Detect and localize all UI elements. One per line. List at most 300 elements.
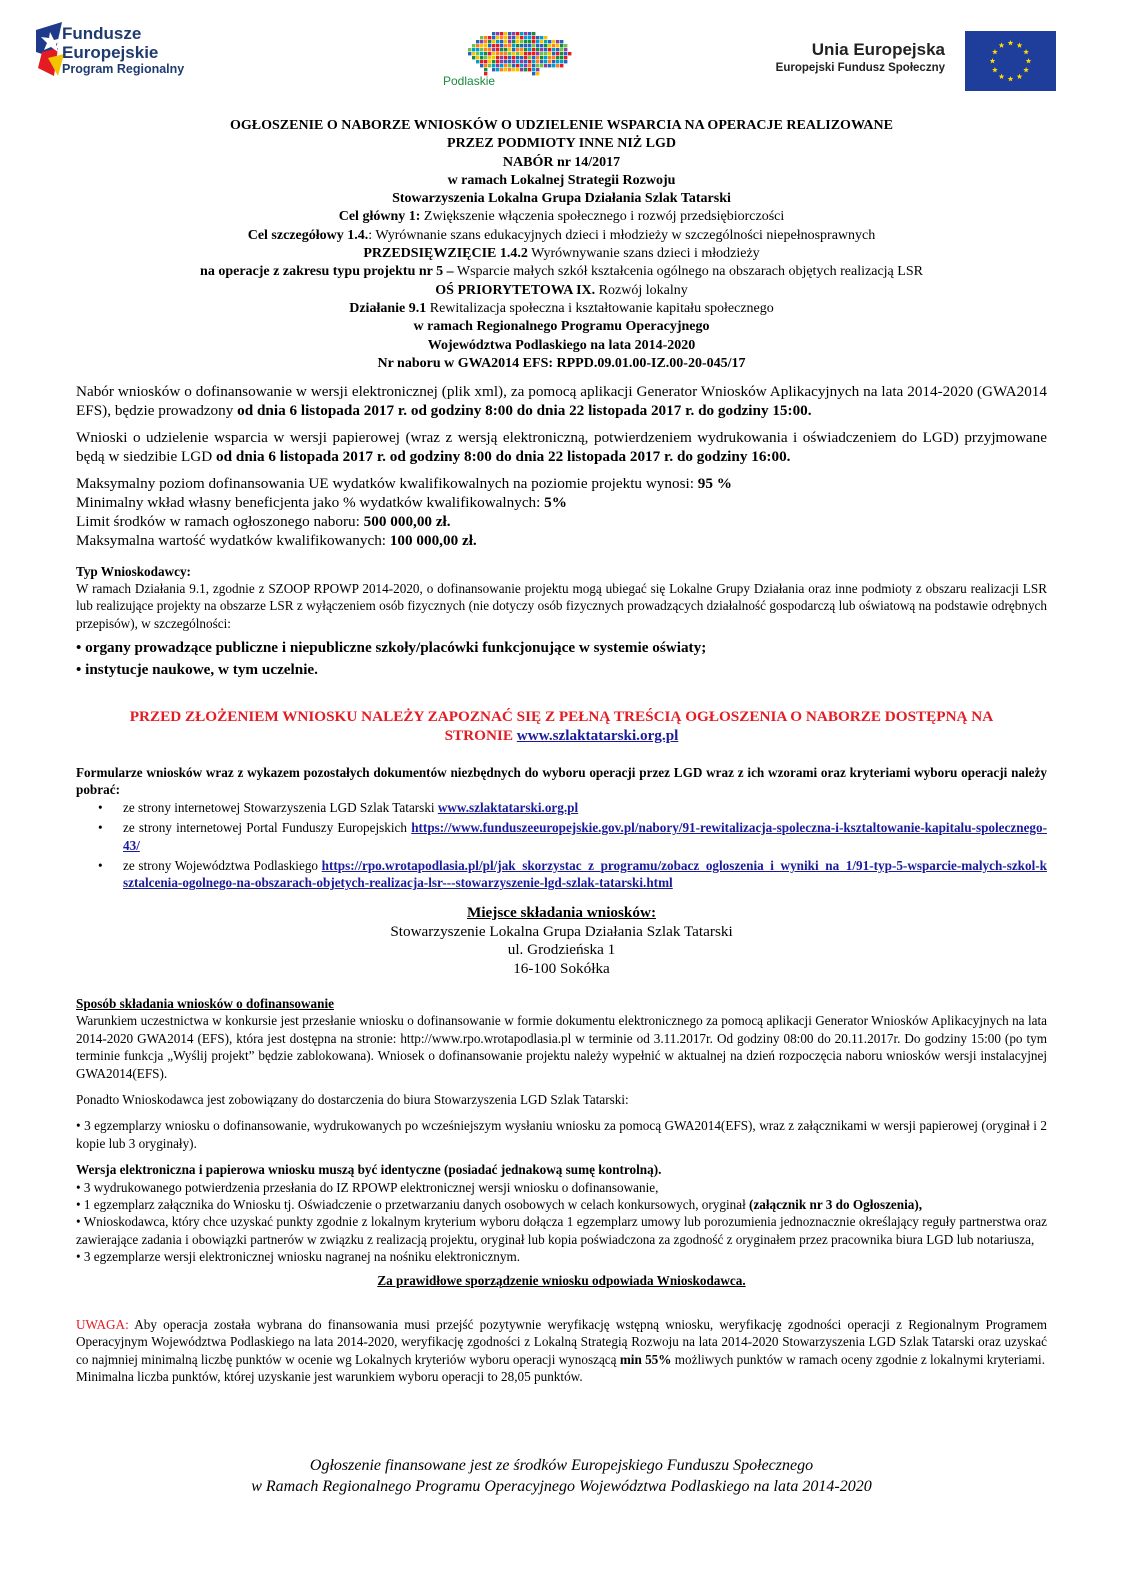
mosaic-tile: [560, 44, 563, 47]
mosaic-tile: [532, 40, 535, 43]
mosaic-tile: [564, 48, 567, 51]
mosaic-tile: [568, 52, 571, 55]
mosaic-tile: [488, 64, 491, 67]
mosaic-tile: [468, 48, 471, 51]
mosaic-tile: [524, 44, 527, 47]
mosaic-tile: [500, 36, 503, 39]
mosaic-tile: [532, 48, 535, 51]
mosaic-tile: [552, 44, 555, 47]
cel-szczegolowy-label: Cel szczegółowy 1.4.: [247, 227, 369, 243]
mosaic-tile: [560, 60, 563, 63]
mosaic-tile: [504, 44, 507, 47]
mosaic-tile: [536, 40, 539, 43]
mosaic-tile: [556, 48, 559, 51]
mosaic-tile: [472, 44, 475, 47]
mosaic-tile: [528, 68, 531, 71]
mosaic-tile: [472, 52, 475, 55]
mosaic-tile: [536, 72, 539, 75]
mosaic-tile: [528, 32, 531, 35]
mosaic-tile: [500, 60, 503, 63]
mosaic-tile: [524, 32, 527, 35]
mosaic-tile: [508, 60, 511, 63]
mosaic-tile: [528, 60, 531, 63]
bullet-icon: •: [98, 820, 103, 836]
nabor-paper-text: Wnioski o udzielenie wsparcia w wersji papierowej (wraz z wersją elektroniczną, potwierdzeniem wydrukowania i oświadczeniem do LGD) przyjmowane będą w siedzibie LGD: [76, 429, 1047, 465]
title-line: NABÓR nr 14/2017: [502, 154, 621, 170]
typ-wnioskodawcy-heading: Typ Wnioskodawcy:: [76, 564, 191, 579]
cel-szczegolowy: [60, 227, 1063, 245]
mosaic-tile: [552, 40, 555, 43]
mosaic-tile: [484, 44, 487, 47]
mosaic-tile: [524, 48, 527, 51]
mosaic-tile: [476, 52, 479, 55]
mosaic-tile: [492, 36, 495, 39]
uwaga-last: Minimalna liczba punktów, której uzyskanie jest warunkiem wyboru operacji to 28,05 punktów.: [76, 1369, 583, 1385]
limit-label: Maksymalna wartość wydatków kwalifikowanych:: [76, 532, 390, 549]
formularze-section: [76, 764, 1047, 892]
mosaic-tile: [480, 36, 483, 39]
cel-glowny: [60, 208, 1063, 226]
title-line: PRZEZ PODMIOTY INNE NIŻ LGD: [447, 136, 676, 152]
warning-banner: [76, 708, 1047, 745]
mosaic-tile: [512, 36, 515, 39]
footer-line: Ogłoszenie finansowane jest ze środków Europejskiego Funduszu Społecznego: [309, 1457, 814, 1474]
mosaic-tile: [544, 36, 547, 39]
mosaic-tile: [548, 56, 551, 59]
mosaic-tile: [500, 68, 503, 71]
mosaic-tile: [532, 32, 535, 35]
nabor-electronic-dates: od dnia 6 listopada 2017 r. od godziny 8:00 do dnia 22 listopada 2017 r. do godziny 15:00.: [237, 402, 812, 419]
mosaic-tile: [540, 56, 543, 59]
mosaic-tile: [552, 56, 555, 59]
mosaic-tile: [520, 40, 523, 43]
list-item: [76, 799, 1047, 816]
mosaic-tile: [548, 64, 551, 67]
mosaic-tile: [512, 32, 515, 35]
mosaic-tile: [536, 56, 539, 59]
mosaic-tile: [512, 56, 515, 59]
mosaic-tile: [564, 60, 567, 63]
mosaic-tile: [532, 60, 535, 63]
mosaic-tile: [480, 56, 483, 59]
mosaic-tile: [556, 52, 559, 55]
mosaic-tile: [524, 68, 527, 71]
miejsce-heading: Miejsce składania wniosków:: [466, 904, 656, 921]
cel-szczegolowy-text: : Wyrównanie szans edukacyjnych dzieci i młodzieży w szczególności niepełnosprawnych: [368, 227, 876, 243]
mosaic-tile: [480, 60, 483, 63]
mosaic-tile: [528, 56, 531, 59]
mosaic-tile: [488, 40, 491, 43]
mosaic-tile: [480, 44, 483, 47]
warning-line1: PRZED ZŁOŻENIEM WNIOSKU NALEŻY ZAPOZNAĆ SIĘ Z PEŁNĄ TREŚCIĄ OGŁOSZENIA O NABORZE DOSTĘPNĄ NA: [129, 708, 994, 725]
sposob-section: [76, 995, 1047, 1289]
logo-bar: [0, 14, 1123, 94]
mosaic-tile: [476, 40, 479, 43]
mosaic-tile: [476, 48, 479, 51]
warning-line2: [76, 727, 1047, 746]
mosaic-tile: [504, 40, 507, 43]
wrotapodlasia-link[interactable]: https://rpo.wrotapodlasia.pl/pl/jak_skorzystac_z_programu/zobacz_ogloszenia_i_wyniki_na_1/91-typ-5-wsparcie-malych-szkol-ksztalcenia-ogolnego-na-obszarach-objetych-realizacja-lsr---stowarzyszenie-lgd-szlak-tatarski.html: [123, 858, 1047, 891]
fe-line2: Europejskie: [62, 43, 159, 62]
mosaic-tile: [540, 48, 543, 51]
mosaic-tile: [556, 60, 559, 63]
mosaic-tile: [516, 68, 519, 71]
mosaic-tile: [488, 52, 491, 55]
typ-wnioskodawcy-section: [76, 563, 1047, 681]
mosaic-tile: [504, 56, 507, 59]
mosaic-tile: [536, 64, 539, 67]
mosaic-tile: [548, 44, 551, 47]
mosaic-tile: [512, 44, 515, 47]
mosaic-tile: [512, 52, 515, 55]
mosaic-tile: [484, 60, 487, 63]
ue-line1: Unia Europejska: [811, 40, 945, 59]
mosaic-tile: [496, 64, 499, 67]
mosaic-tile: [548, 60, 551, 63]
mosaic-tile: [528, 44, 531, 47]
sposob-paragraph: • 3 egzemplarzy wniosku o dofinansowanie, wydrukowanych po wcześniejszym wysłaniu wniosku za pomocą GWA2014(EFS), wraz z załącznikami w wersji papierowej (oryginał i 2 kopie lub 3 oryginały).: [76, 1118, 1047, 1151]
mosaic-tile: [556, 56, 559, 59]
mosaic-tile: [500, 32, 503, 35]
mosaic-tile: [528, 52, 531, 55]
uwaga-text: możliwych punktów w ramach oceny zgodnie z lokalnymi kryteriami.: [671, 1351, 1046, 1367]
typ-bullet: • organy prowadzące publiczne i niepubliczne szkoły/placówki funkcjonujące w systemie oświaty;: [76, 639, 707, 657]
list-item-text: ze strony Województwa Podlaskiego: [123, 858, 322, 874]
przedsiewziecie: [60, 245, 1063, 263]
mosaic-tile: [508, 52, 511, 55]
mosaic-tile: [536, 52, 539, 55]
nr-naboru: Nr naboru w GWA2014 EFS: RPPD.09.01.00-IZ.00-20-045/17: [377, 355, 746, 371]
mosaic-tile: [520, 36, 523, 39]
mosaic-tile: [524, 60, 527, 63]
mosaic-tile: [492, 68, 495, 71]
mosaic-tile: [500, 44, 503, 47]
mosaic-tile: [508, 40, 511, 43]
mosaic-tile: [520, 68, 523, 71]
list-item: [76, 857, 1047, 892]
uwaga-text: Aby operacja została wybrana do finansowania musi przejść pozytywnie weryfikację wstępną wniosku, weryfikację zgodności operacji z Regionalnym Programem Operacyjnym Województwa Podlaskiego na lata 2014-2020, weryfikację zgodności z Lokalną Strategią Rozwoju na lata 2014-2020 Stowarzyszenia LGD Szlak Tatarski oraz uzyskać co najmniej minimalną liczbę punktów w ocenie wg Lokalnych kryteriów wyboru operacji wynoszącą: [76, 1317, 1047, 1367]
mosaic-tile: [540, 52, 543, 55]
mosaic-tile: [492, 64, 495, 67]
sposob-item: [76, 1196, 1047, 1213]
uwaga-paragraph: [76, 1316, 1047, 1368]
mosaic-tile: [496, 40, 499, 43]
limit-value: 5%: [544, 494, 567, 511]
mosaic-tile: [544, 52, 547, 55]
mosaic-tile: [536, 48, 539, 51]
mosaic-tile: [524, 36, 527, 39]
dzialanie: [60, 300, 1063, 318]
mosaic-tile: [508, 68, 511, 71]
przedsiewziecie-text: Wyrównywanie szans dzieci i młodzieży: [527, 246, 760, 262]
mosaic-tile: [484, 64, 487, 67]
fe-line3: Program Regionalny: [62, 62, 185, 76]
mosaic-tile: [540, 60, 543, 63]
mosaic-tile: [544, 40, 547, 43]
limit-row: [76, 512, 1047, 531]
mosaic-tile: [480, 64, 483, 67]
mosaic-tile: [520, 56, 523, 59]
nabor-paper-paragraph: [76, 428, 1047, 466]
title-line: w ramach Regionalnego Programu Operacyjnego: [413, 319, 710, 335]
mosaic-tile: [540, 44, 543, 47]
mosaic-tile: [548, 48, 551, 51]
mosaic-tile: [564, 44, 567, 47]
mosaic-tile: [504, 64, 507, 67]
mosaic-tile: [512, 64, 515, 67]
mosaic-tile: [496, 48, 499, 51]
title-line: Stowarzyszenia Lokalna Grupa Działania Szlak Tatarski: [392, 191, 731, 207]
mosaic-tile: [500, 52, 503, 55]
mosaic-tile: [492, 40, 495, 43]
mosaic-tile: [512, 68, 515, 71]
mosaic-tile: [540, 40, 543, 43]
mosaic-tile: [496, 52, 499, 55]
mosaic-tile: [508, 32, 511, 35]
mosaic-tile: [472, 56, 475, 59]
limits-block: [76, 474, 1047, 550]
mosaic-tile: [508, 44, 511, 47]
os-priorytetowa-label: OŚ PRIORYTETOWA IX.: [435, 282, 596, 298]
mosaic-tile: [504, 32, 507, 35]
podlaskie-label: Podlaskie: [443, 74, 496, 88]
os-priorytetowa-text: Rozwój lokalny: [595, 282, 688, 298]
mosaic-tile: [484, 68, 487, 71]
cel-glowny-label: Cel główny 1:: [338, 209, 421, 225]
mosaic-tile: [532, 44, 535, 47]
mosaic-tile: [484, 36, 487, 39]
nabor-electronic-paragraph: [76, 382, 1047, 420]
mosaic-tile: [492, 44, 495, 47]
sposob-note: Za prawidłowe sporządzenie wniosku odpowiada Wnioskodawca.: [377, 1272, 746, 1288]
mosaic-tile: [476, 44, 479, 47]
mosaic-tile: [492, 32, 495, 35]
uwaga-label: UWAGA:: [76, 1317, 129, 1332]
mosaic-tile: [520, 32, 523, 35]
mosaic-tile: [540, 64, 543, 67]
miejsce-section: [76, 904, 1047, 978]
mosaic-tile: [520, 48, 523, 51]
mosaic-tile: [492, 60, 495, 63]
footer: [60, 1455, 1063, 1497]
fe-line1: Fundusze: [62, 24, 142, 43]
limit-label: Minimalny wkład własny beneficjenta jako % wydatków kwalifikowalnych:: [76, 494, 545, 511]
unia-europejska-text: [750, 40, 945, 76]
mosaic-tile: [492, 56, 495, 59]
mosaic-tile: [544, 60, 547, 63]
mosaic-tile: [552, 52, 555, 55]
funduszeeuropejskie-link[interactable]: https://www.funduszeeuropejskie.gov.pl/nabory/91-rewitalizacja-spoleczna-i-ksztaltowanie-kapitalu-spolecznego-43/: [123, 820, 1047, 853]
os-priorytetowa: [60, 282, 1063, 300]
mosaic-tile: [524, 56, 527, 59]
mosaic-tile: [516, 32, 519, 35]
mosaic-tile: [508, 36, 511, 39]
mosaic-tile: [508, 48, 511, 51]
mosaic-tile: [516, 60, 519, 63]
mosaic-tile: [560, 52, 563, 55]
sposob-item: • 3 wydrukowanego potwierdzenia przesłania do IZ RPOWP elektronicznej wersji wniosku o dofinansowanie,: [76, 1179, 659, 1195]
mosaic-tile: [488, 48, 491, 51]
eu-flag-icon: [965, 31, 1056, 91]
miejsce-line: 16-100 Sokółka: [513, 959, 610, 977]
typ-wnioskodawcy-text: W ramach Działania 9.1, zgodnie z SZOOP RPOWP 2014-2020, o dofinansowanie projektu mogą ubiegać się Lokalne Grupy Działania oraz inne podmioty z obszaru realizacji LSR lub realizujące projekty na obszarze LSR z wyłączeniem osób fizycznych (nie dotyczy osób fizycznych prowadzących działalność gospodarczą lub oświatową na podstawie odrębnych przepisów), w szczególności:: [76, 581, 1047, 631]
dzialanie-label: Działanie 9.1: [349, 300, 427, 316]
mosaic-tile: [496, 56, 499, 59]
miejsce-line: Stowarzyszenie Lokalna Grupa Działania Szlak Tatarski: [390, 922, 733, 940]
limit-label: Limit środków w ramach ogłoszonego naboru:: [76, 513, 364, 530]
typ-bullet: • instytucje naukowe, w tym uczelnie.: [76, 661, 318, 679]
mosaic-tile: [496, 68, 499, 71]
mosaic-tile: [504, 68, 507, 71]
mosaic-tile: [500, 56, 503, 59]
mosaic-tile: [484, 56, 487, 59]
mosaic-tile: [532, 52, 535, 55]
mosaic-tile: [520, 44, 523, 47]
mosaic-tile: [536, 68, 539, 71]
sposob-identyczne-heading: Wersja elektroniczna i papierowa wniosku muszą być identyczne (posiadać jednakową sumę kontrolną).: [76, 1162, 662, 1178]
mosaic-tile: [516, 64, 519, 67]
limit-value: 95 %: [697, 475, 732, 492]
warning-line2-text: STRONIE: [444, 726, 517, 744]
mosaic-tile: [508, 64, 511, 67]
mosaic-tile: [532, 64, 535, 67]
mosaic-tile: [520, 60, 523, 63]
ue-line2: Europejski Fundusz Społeczny: [775, 62, 945, 74]
mosaic-tile: [528, 40, 531, 43]
mosaic-tile: [552, 48, 555, 51]
mosaic-tile: [556, 40, 559, 43]
mosaic-tile: [516, 52, 519, 55]
fundusze-europejskie-text: [62, 24, 184, 77]
mosaic-tile: [560, 64, 563, 67]
list-item: [76, 819, 1047, 854]
uwaga-section: [76, 1316, 1047, 1386]
mosaic-tile: [516, 44, 519, 47]
mosaic-tile: [564, 56, 567, 59]
mosaic-tile: [504, 48, 507, 51]
mosaic-tile: [528, 64, 531, 67]
mosaic-tile: [492, 48, 495, 51]
sposob-item-text: • 1 egzemplarz załącznika do Wniosku tj. Oświadczenie o przetwarzaniu danych osobowych w celach konkursowych, oryginał: [76, 1197, 750, 1213]
list-item-text: ze strony internetowej Stowarzyszenia LGD Szlak Tatarski: [123, 799, 438, 815]
mosaic-tile: [544, 56, 547, 59]
limit-value: 500 000,00 zł.: [363, 513, 451, 530]
mosaic-tile: [564, 52, 567, 55]
mosaic-tile: [500, 64, 503, 67]
mosaic-tile: [556, 64, 559, 67]
mosaic-tile: [484, 48, 487, 51]
mosaic-tile: [560, 56, 563, 59]
nabor-electronic-text: Nabór wniosków o dofinansowanie w wersji elektronicznej (plik xml), za pomocą aplikacji Generator Wniosków Aplikacyjnych na lata 2014-2020 (GWA2014 EFS), będzie prowadzony: [76, 383, 1047, 419]
bullet-icon: •: [98, 799, 103, 815]
mosaic-tile: [496, 60, 499, 63]
mosaic-tile: [500, 48, 503, 51]
formularze-heading: Formularze wniosków wraz z wykazem pozostałych dokumentów niezbędnych do wyboru operacji przez LGD wraz z ich wzorami oraz kryteriami wyboru operacji należy pobrać:: [76, 765, 1047, 798]
mosaic-tile: [500, 40, 503, 43]
mosaic-tile: [492, 52, 495, 55]
mosaic-tile: [520, 64, 523, 67]
mosaic-tile: [532, 68, 535, 71]
sposob-paragraph: Ponadto Wnioskodawca jest zobowiązany do dostarczenia do biura Stowarzyszenia LGD Szlak Tatarski:: [76, 1092, 629, 1108]
mosaic-tile: [476, 56, 479, 59]
typ-projektu-text: Wsparcie małych szkół kształcenia ogólnego na obszarach objętych realizacją LSR: [453, 264, 923, 280]
list-item-text: ze strony internetowej Portal Funduszy Europejskich: [123, 820, 412, 836]
mosaic-tile: [496, 32, 499, 35]
mosaic-tile: [480, 52, 483, 55]
formularze-list: [76, 799, 1047, 892]
mosaic-tile: [520, 52, 523, 55]
limit-row: [76, 493, 1047, 512]
mosaic-tile: [528, 48, 531, 51]
limit-label: Maksymalny poziom dofinansowania UE wydatków kwalifikowalnych na poziomie projektu wynosi:: [76, 475, 698, 492]
nabor-paper-dates: od dnia 6 listopada 2017 r. od godziny 8:00 do dnia 22 listopada 2017 r. do godziny 16:00.: [216, 448, 791, 465]
sposob-item: • 3 egzemplarze wersji elektronicznej wniosku nagranej na nośniku elektronicznym.: [76, 1249, 521, 1265]
mosaic-tile: [504, 36, 507, 39]
announcement-title-block: [60, 117, 1063, 373]
mosaic-tile: [536, 36, 539, 39]
mosaic-tile: [516, 56, 519, 59]
przedsiewziecie-label: PRZEDSIĘWZIĘCIE 1.4.2: [363, 246, 528, 262]
mosaic-tile: [488, 44, 491, 47]
footer-line: w Ramach Regionalnego Programu Operacyjnego Województwa Podlaskiego na lata 2014-2020: [251, 1478, 872, 1495]
typ-projektu-label: na operacje z zakresu typu projektu nr 5 –: [200, 264, 454, 280]
mosaic-tile: [484, 40, 487, 43]
podlaskie-bison-logo: [444, 24, 579, 104]
mosaic-tile: [552, 64, 555, 67]
mosaic-tile: [480, 48, 483, 51]
mosaic-tile: [544, 44, 547, 47]
mosaic-tile: [504, 60, 507, 63]
mosaic-tile: [556, 44, 559, 47]
mosaic-tile: [504, 52, 507, 55]
limit-value: 100 000,00 zł.: [389, 532, 477, 549]
szlaktatarski-link[interactable]: www.szlaktatarski.org.pl: [516, 726, 679, 744]
sposob-item-bold: (załącznik nr 3 do Ogłoszenia),: [749, 1197, 923, 1213]
mosaic-tile: [532, 56, 535, 59]
mosaic-tile: [488, 36, 491, 39]
mosaic-tile: [548, 52, 551, 55]
mosaic-tile: [516, 36, 519, 39]
mosaic-tile: [560, 40, 563, 43]
mosaic-tile: [540, 36, 543, 39]
mosaic-tile: [488, 60, 491, 63]
limit-row: [76, 474, 1047, 493]
mosaic-tile: [552, 60, 555, 63]
szlaktatarski-link[interactable]: www.szlaktatarski.org.pl: [437, 799, 579, 815]
mosaic-tile: [476, 60, 479, 63]
mosaic-tile: [548, 40, 551, 43]
mosaic-tile: [516, 40, 519, 43]
mosaic-tile: [560, 48, 563, 51]
mosaic-tile: [512, 48, 515, 51]
mosaic-tile: [524, 52, 527, 55]
mosaic-tile: [524, 40, 527, 43]
mosaic-tile: [484, 52, 487, 55]
cel-glowny-text: Zwiększenie włączenia społecznego i rozwój przedsiębiorczości: [420, 209, 785, 225]
dzialanie-text: Rewitalizacja społeczna i kształtowanie kapitału społecznego: [426, 300, 774, 316]
mosaic-tile: [544, 64, 547, 67]
mosaic-tile: [528, 36, 531, 39]
sposob-item: • Wnioskodawca, który chce uzyskać punkty zgodnie z lokalnym kryterium wyboru dołącza 1 egzemplarz umowy lub porozumienia jednoznacznie określający reguły partnerstwa oraz zawierające zadania i obowiązki partnerów w związku z realizacją projektu, oryginał lub kopia poświadczona za zgodność z oryginałem przez pracownika biura LGD lub notariusza,: [76, 1214, 1047, 1247]
bullet-icon: •: [98, 858, 103, 874]
mosaic-tile: [468, 52, 471, 55]
uwaga-bold: min 55%: [619, 1351, 672, 1367]
title-line: w ramach Lokalnej Strategii Rozwoju: [447, 172, 676, 188]
mosaic-tile: [496, 44, 499, 47]
mosaic-tile: [512, 60, 515, 63]
mosaic-tile: [480, 40, 483, 43]
mosaic-tile: [536, 44, 539, 47]
